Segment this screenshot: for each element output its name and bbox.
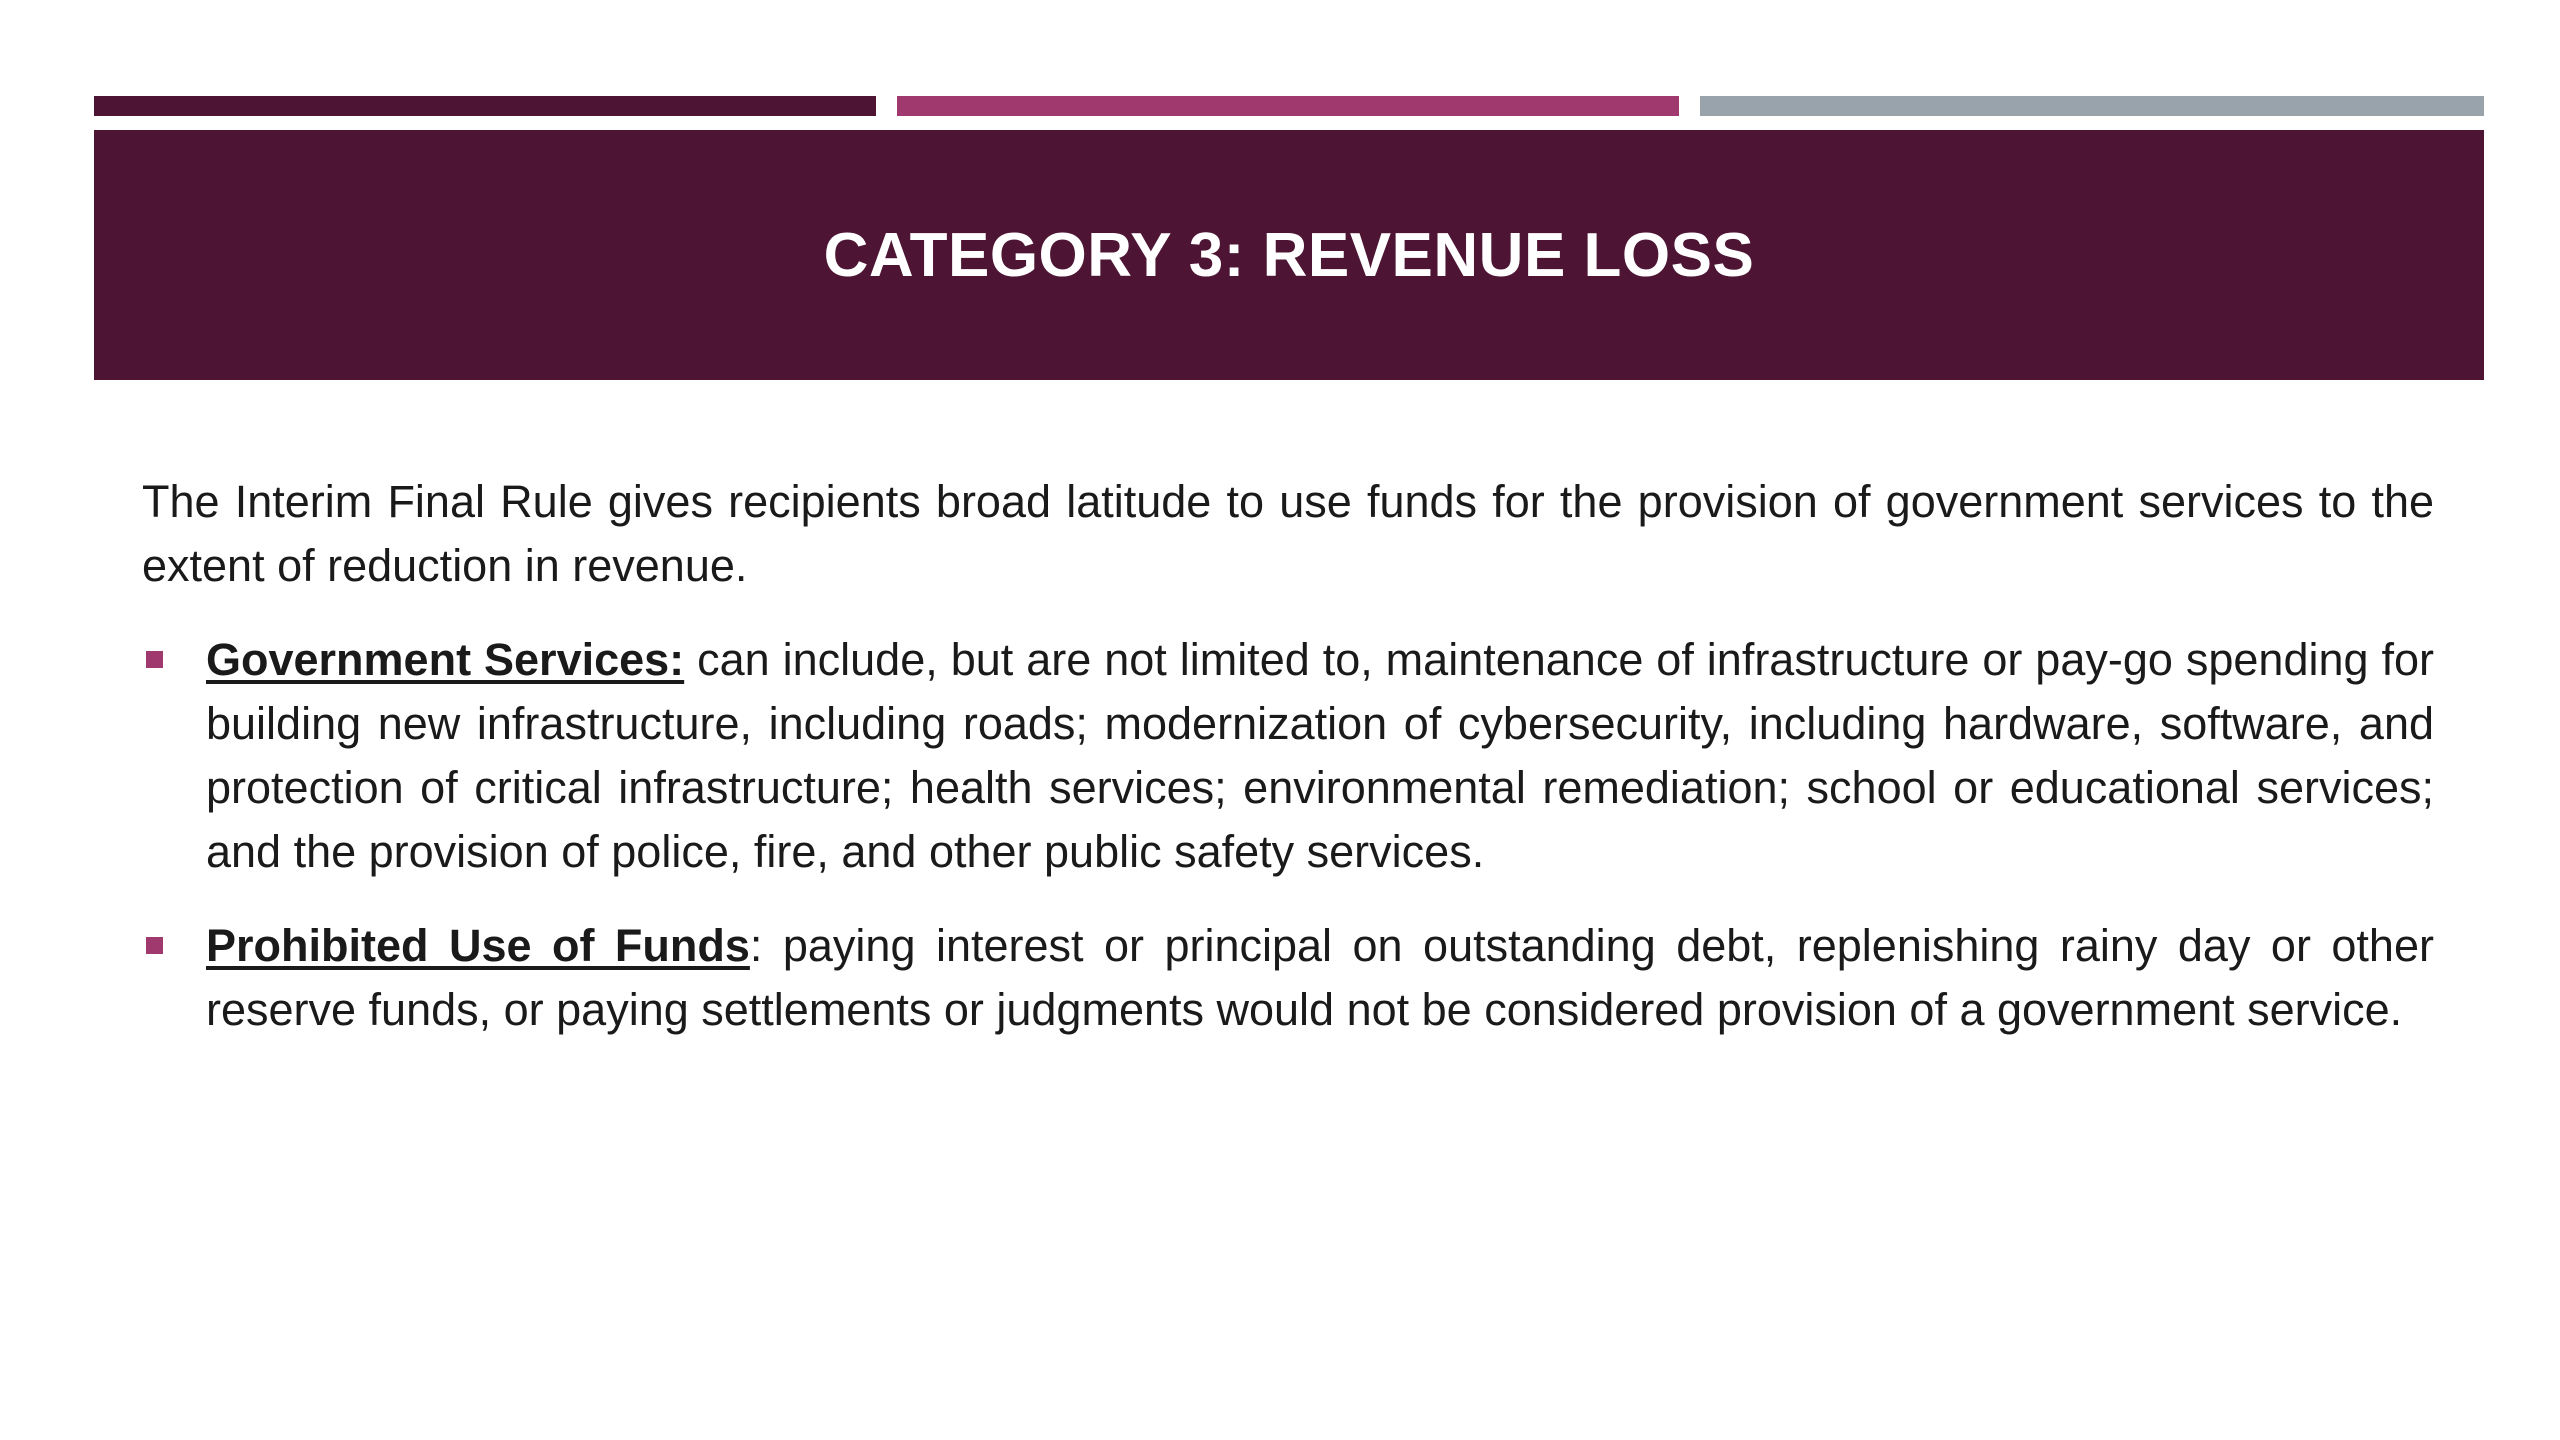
intro-paragraph: The Interim Final Rule gives recipients broad latitude to use funds for the provision of government services to the extent of reduction in revenue. xyxy=(142,476,2434,591)
bullet-term: Prohibited Use of Funds xyxy=(206,920,750,971)
slide-content xyxy=(142,470,2434,1072)
bullet-list xyxy=(142,628,2434,1042)
top-bar-magenta xyxy=(897,96,1679,116)
slide-title: CATEGORY 3: REVENUE LOSS xyxy=(823,220,1755,290)
bullet-text: : paying interest or principal on outstanding debt, replenishing rainy day or other reserve funds, or paying settlements or judgments would not be considered provision of a government service. xyxy=(206,920,2434,1035)
bullet-text: can include, but are not limited to, maintenance of infrastructure or pay-go spending for building new infrastructure, including roads; modernization of cybersecurity, including hardware, software, and protection of critical infrastructure; health services; environmental remediation; school or educational services; and the provision of police, fire, and other public safety services. xyxy=(206,634,2434,877)
square-bullet-icon xyxy=(146,937,163,954)
bullet-term: Government Services: xyxy=(206,634,685,685)
top-bar-dark xyxy=(94,96,876,116)
top-bar-gray xyxy=(1700,96,2484,116)
decorative-top-bars xyxy=(94,96,2484,116)
bullet-prohibited-use xyxy=(142,914,2434,1042)
square-bullet-icon xyxy=(146,651,163,668)
title-band xyxy=(94,130,2484,380)
bullet-government-services xyxy=(142,628,2434,884)
